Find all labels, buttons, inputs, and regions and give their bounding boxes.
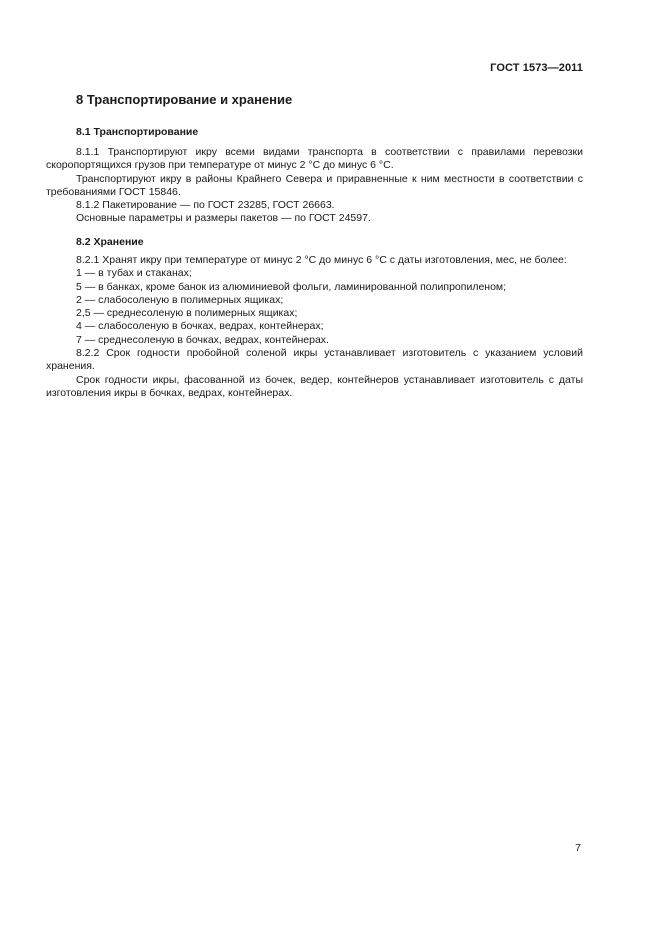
paragraph: 8.2.1 Хранят икру при температуре от минус 2 °С до минус 6 °С с даты изготовления, мес, не более: <box>76 254 567 266</box>
list-item: 2 — слабосоленую в полимерных ящиках; <box>76 293 284 306</box>
list-item: 5 — в банках, кроме банок из алюминиевой фольги, ламинированной полипропиленом; <box>76 280 507 293</box>
list-item: 4 — слабосоленую в бочках, ведрах, контейнерах; <box>76 320 324 333</box>
paragraph: 8.2.2 Срок годности пробойной соленой икры устанавливает изготовитель с указанием условий хранения. <box>46 347 583 373</box>
list-item: 1 — в тубах и стаканах; <box>76 267 192 280</box>
paragraph: Срок годности икры, фасованной из бочек, ведер, контейнеров устанавливает изготовитель с даты изготовления икры в бочках, ведрах, контейнерах. <box>46 373 583 399</box>
paragraph: 8.1.1 Транспортируют икру всеми видами транспорта в соответствии с правилами перевозки скоропортящихся грузов при температуре от минус 2 °С до минус 6 °С. <box>46 146 583 172</box>
subsection-title-storage: 8.2 Хранение <box>76 236 144 248</box>
storage-text-block <box>46 254 583 400</box>
paragraph: 8.1.2 Пакетирование — по ГОСТ 23285, ГОСТ 26663. <box>76 199 335 212</box>
document-code: ГОСТ 1573—2011 <box>490 62 583 74</box>
transport-text-block <box>46 146 583 226</box>
list-item: 2,5 — среднесоленую в полимерных ящиках; <box>76 307 298 320</box>
subsection-title-transport: 8.1 Транспортирование <box>76 126 199 138</box>
list-item: 7 — среднесоленую в бочках, ведрах, контейнерах. <box>76 333 329 346</box>
paragraph: Транспортируют икру в районы Крайнего Севера и приравненные к ним местности в соответствии с требованиями ГОСТ 15846. <box>46 172 583 198</box>
paragraph: Основные параметры и размеры пакетов — по ГОСТ 24597. <box>76 212 371 225</box>
page-number: 7 <box>575 842 581 854</box>
section-title: 8 Транспортирование и хранение <box>76 92 293 107</box>
